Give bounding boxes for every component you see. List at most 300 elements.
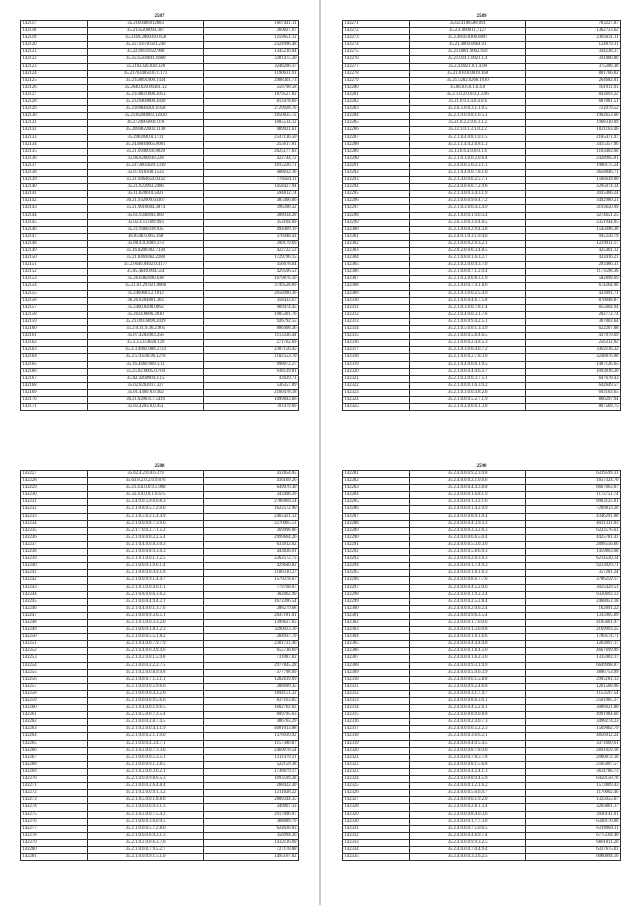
- coordinate-cell: 35.2.4.0.0.0.8.1.5.6.8: [409, 761, 526, 768]
- coordinate-cell: 35.2.1.0.8.0.5.7.2.0.6: [87, 506, 204, 513]
- row-id-cell: 142300: [343, 226, 410, 233]
- table-row: [343, 396, 621, 403]
- sheet-title: 2587: [154, 14, 165, 19]
- table-row: [21, 662, 299, 669]
- table-row: [343, 690, 621, 697]
- value-cell: 1694151.22: [204, 690, 299, 697]
- coordinate-cell: 35.21.4.6.0.0.9.5.908: [87, 485, 204, 492]
- coordinate-cell: 35.2.4.0.0.0.8.4.0.3.6: [409, 811, 526, 818]
- coordinate-cell: 35.2.1.0.0.0.4.4.6.3.7: [409, 368, 526, 375]
- value-cell: 813478.69: [204, 99, 299, 106]
- value-cell: 2169993.25: [526, 627, 621, 634]
- value-cell: 3193650.99: [526, 205, 621, 212]
- coordinate-cell: 36.21.932009.03367: [87, 198, 204, 205]
- row-id-cell: 142284: [343, 492, 410, 499]
- coordinate-cell: 35.08.4.0.2009.373: [87, 240, 204, 247]
- coordinate-cell: 35.2.1.0.2.0.0.9.1.3.2: [87, 790, 204, 797]
- coordinate-cell: 35.2.1.0.4.0.0.3.9.4.6: [87, 648, 204, 655]
- table-row: [21, 70, 299, 77]
- row-id-cell: 142289: [343, 527, 410, 534]
- value-cell: 429640.82: [204, 563, 299, 570]
- coordinate-cell: 35.2.1.0.4.0.0.7.9.7.9: [87, 641, 204, 648]
- coordinate-cell: 35.21.8469462.2280: [87, 255, 204, 262]
- coordinate-cell: 35.2.1.0.0.0.5.2.7.1.9: [409, 396, 526, 403]
- row-id-cell: 142329: [343, 811, 410, 818]
- row-id-cell: 142151: [21, 262, 88, 269]
- value-cell: 727170.88: [204, 846, 299, 853]
- row-id-cell: 142295: [343, 191, 410, 198]
- table-row: [21, 698, 299, 705]
- coordinate-table: [342, 470, 621, 861]
- value-cell: 3290023.10: [204, 627, 299, 634]
- value-cell: 843693.22: [526, 91, 621, 98]
- coordinate-cell: 35.2.1.0.2.0.0.1.5.9.8: [87, 655, 204, 662]
- table-row: [21, 563, 299, 570]
- value-cell: 633912.02: [204, 541, 299, 548]
- coordinate-cell: 35.2.4.0.0.6.0.7.2.9.8: [409, 184, 526, 191]
- row-id-cell: 142255: [21, 669, 88, 676]
- coordinate-cell: 35.26.6402690.638: [87, 276, 204, 283]
- table-row: [343, 846, 621, 853]
- table-row: [21, 818, 299, 825]
- coordinate-cell: 35.2.4.0.0.0.6.1.9.2.0: [409, 797, 526, 804]
- coordinate-cell: 35.2.4.0.0.5.0.2.3.1.1: [409, 162, 526, 169]
- row-id-cell: 142273: [343, 35, 410, 42]
- table-row: [343, 683, 621, 690]
- value-cell: 2999604.26: [204, 534, 299, 541]
- value-cell: 8963125.01: [526, 499, 621, 506]
- coordinate-cell: 35.2.4.0.0.0.4.3.9.3.3: [409, 520, 526, 527]
- table-row: [21, 396, 299, 403]
- coordinate-cell: 35.2.4.0.0.0.1.0.1.6.6: [409, 634, 526, 641]
- table-row: [21, 740, 299, 747]
- value-cell: 433091.71: [526, 290, 621, 297]
- table-row: [21, 248, 299, 255]
- row-id-cell: 142280: [343, 84, 410, 91]
- table-row: [21, 605, 299, 612]
- table-row: [343, 389, 621, 396]
- row-id-cell: 142318: [343, 354, 410, 361]
- value-cell: 162891.22: [526, 605, 621, 612]
- coordinate-cell: 35.2460.8208.0892: [87, 304, 204, 311]
- row-id-cell: 142123: [21, 63, 88, 70]
- table-row: [21, 120, 299, 127]
- row-id-cell: 142302: [343, 619, 410, 626]
- row-id-cell: 142140: [21, 184, 88, 191]
- coordinate-cell: 35.2.4.0.0.0.9.2.3.9.8: [409, 471, 526, 478]
- coordinate-cell: 35.2.1.0.0.0.0.5.9.6.6: [87, 683, 204, 690]
- value-cell: 1186310.27: [204, 570, 299, 577]
- value-cell: 2729928.76: [204, 106, 299, 113]
- value-cell: 3415357.96: [526, 141, 621, 148]
- coordinate-cell: 35.2.4.0.0.0.5.3.0.3.0: [409, 541, 526, 548]
- coordinate-cell: 35.2372605020.1339: [87, 162, 204, 169]
- row-id-cell: 142119: [21, 35, 88, 42]
- row-id-cell: 142286: [343, 127, 410, 134]
- value-cell: 1607441.11: [204, 21, 299, 28]
- value-cell: 3658846.71: [526, 169, 621, 176]
- value-cell: 522159.38: [204, 761, 299, 768]
- row-id-cell: 142136: [21, 155, 88, 162]
- row-id-cell: 142238: [21, 549, 88, 556]
- coordinate-cell: 35.62.4180508.091: [409, 21, 526, 28]
- value-cell: 358433.67: [204, 297, 299, 304]
- value-cell: 443836.91: [204, 549, 299, 556]
- value-cell: 382062.90: [204, 591, 299, 598]
- row-id-cell: 142126: [21, 84, 88, 91]
- row-id-cell: 142141: [21, 191, 88, 198]
- row-id-cell: 142325: [343, 783, 410, 790]
- table-row: [343, 297, 621, 304]
- coordinate-cell: 35.2.4.0.0.0.4.5.2.6.1: [409, 705, 526, 712]
- row-id-cell: 142296: [343, 198, 410, 205]
- value-cell: 1566639.00: [526, 177, 621, 184]
- row-id-cell: 142253: [21, 655, 88, 662]
- row-id-cell: 142167: [21, 375, 88, 382]
- table-row: [343, 676, 621, 683]
- row-id-cell: 142323: [343, 768, 410, 775]
- table-row: [21, 84, 299, 91]
- row-id-cell: 142120: [21, 42, 88, 49]
- coordinate-cell: 36.26.8204801.303: [87, 297, 204, 304]
- value-cell: 2351944.95: [526, 219, 621, 226]
- table-row: [343, 839, 621, 846]
- coordinate-cell: 35.2.3.4902.008.2723: [87, 347, 204, 354]
- table-row: [343, 563, 621, 570]
- row-id-cell: 142161: [21, 333, 88, 340]
- row-id-cell: 142330: [343, 818, 410, 825]
- row-id-cell: 142146: [21, 226, 88, 233]
- coordinate-cell: 35.2.4.0.0.0.1.6.8.1.9: [409, 492, 526, 499]
- coordinate-cell: 35.2.4.0.0.0.7.5.0.6.5: [409, 825, 526, 832]
- value-cell: 855004.94: [526, 304, 621, 311]
- table-row: [21, 326, 299, 333]
- value-cell: 288279.68: [204, 605, 299, 612]
- coordinate-cell: 35.2.4.0.0.0.1.8.1.0.3: [409, 570, 526, 577]
- value-cell: 376948.41: [204, 233, 299, 240]
- row-id-cell: 142243: [21, 584, 88, 591]
- value-cell: 3749528.09: [204, 283, 299, 290]
- table-row: [343, 556, 621, 563]
- value-cell: 701479.09: [204, 404, 299, 411]
- coordinate-cell: 35.2.1.0.2.0.0.7.3.3.6: [87, 747, 204, 754]
- value-cell: 3025429.51: [526, 584, 621, 591]
- value-cell: 2468053.18: [526, 598, 621, 605]
- table-row: [343, 619, 621, 626]
- value-cell: 2469078.54: [204, 747, 299, 754]
- table-row: [343, 854, 621, 861]
- coordinate-cell: 35.2.1.0.3.0.0.4.8.2.6: [409, 389, 526, 396]
- value-cell: 489921.61: [204, 127, 299, 134]
- value-cell: 43029.71: [204, 375, 299, 382]
- row-id-cell: 142134: [21, 141, 88, 148]
- row-id-cell: 142303: [343, 627, 410, 634]
- row-id-cell: 142292: [343, 549, 410, 556]
- row-id-cell: 142285: [343, 499, 410, 506]
- row-id-cell: 142278: [343, 70, 410, 77]
- table-row: [21, 49, 299, 56]
- row-id-cell: 142118: [21, 28, 88, 35]
- coordinate-cell: 35.2.1.0.4.0.0.1.9.6.5: [87, 705, 204, 712]
- row-id-cell: 142251: [21, 641, 88, 648]
- row-id-cell: 142128: [21, 99, 88, 106]
- coordinate-cell: 35.61.9340692.069: [87, 212, 204, 219]
- table-row: [21, 361, 299, 368]
- value-cell: 8667063.07: [526, 485, 621, 492]
- value-cell: 1458427.94: [204, 184, 299, 191]
- table-row: [21, 42, 299, 49]
- table-row: [21, 311, 299, 318]
- table-row: [343, 790, 621, 797]
- table-row: [21, 276, 299, 283]
- row-id-cell: 142289: [343, 148, 410, 155]
- value-cell: 1153597.54: [526, 690, 621, 697]
- table-row: [21, 198, 299, 205]
- row-id-cell: 142154: [21, 283, 88, 290]
- value-cell: 1261568.96: [526, 683, 621, 690]
- row-id-cell: 142133: [21, 134, 88, 141]
- coordinate-table: [342, 20, 621, 411]
- row-id-cell: 142169: [21, 389, 88, 396]
- value-cell: 255617.01: [204, 141, 299, 148]
- table-row: [21, 676, 299, 683]
- value-cell: 1579378.67: [204, 577, 299, 584]
- coordinate-cell: 35.2.1.4.0.0.3.4.3.1.9: [409, 191, 526, 198]
- coordinate-cell: 35.21.9460318.935: [87, 226, 204, 233]
- table-row: [21, 754, 299, 761]
- row-id-cell: 142143: [21, 205, 88, 212]
- table-row: [21, 506, 299, 513]
- sheet-title: 2590: [476, 464, 487, 469]
- row-id-cell: 142162: [21, 340, 88, 347]
- coordinate-cell: 35.22.1.0.1.3.1.0.2.2: [409, 127, 526, 134]
- row-id-cell: 142274: [21, 804, 88, 811]
- table-row: [21, 776, 299, 783]
- coordinate-cell: 35.2.4.0.0.0.5.8.6.9.3: [409, 549, 526, 556]
- row-id-cell: 142294: [343, 184, 410, 191]
- coordinate-cell: 35.2.4.0.0.0.6.1.5.8.8: [409, 676, 526, 683]
- row-id-cell: 142267: [21, 754, 88, 761]
- row-id-cell: 142121: [21, 49, 88, 56]
- table-row: [21, 290, 299, 297]
- coordinate-cell: 35.2.1.0.0.0.5.8.4.6.5: [409, 333, 526, 340]
- table-row: [21, 297, 299, 304]
- row-id-cell: 142245: [21, 598, 88, 605]
- value-cell: 375306.38: [526, 63, 621, 70]
- row-id-cell: 142333: [343, 839, 410, 846]
- table-row: [21, 705, 299, 712]
- table-row: [343, 77, 621, 84]
- table-row: [343, 347, 621, 354]
- value-cell: 1050835.72: [204, 113, 299, 120]
- value-cell: 2977845.28: [204, 662, 299, 669]
- table-row: [343, 304, 621, 311]
- value-cell: 284937.79: [204, 634, 299, 641]
- row-id-cell: 142301: [343, 612, 410, 619]
- row-id-cell: 142312: [343, 690, 410, 697]
- table-row: [343, 570, 621, 577]
- coordinate-cell: 35.2.1.0.6.0.0.4.3.2.6: [87, 690, 204, 697]
- value-cell: 433416.21: [526, 255, 621, 262]
- table-row: [343, 191, 621, 198]
- value-cell: 422744.72: [204, 155, 299, 162]
- coordinate-cell: 35.2.1.0.0.0.2.6.4.8.4: [87, 783, 204, 790]
- table-row: [21, 240, 299, 247]
- value-cell: 3935466.24: [526, 191, 621, 198]
- coordinate-cell: 35.2135200093.367: [87, 28, 204, 35]
- table-row: [21, 404, 299, 411]
- coordinate-cell: 36.0540.6.065.168: [87, 233, 204, 240]
- sheet-block-2588: [20, 464, 299, 861]
- table-row: [343, 506, 621, 513]
- table-row: [21, 478, 299, 485]
- sheet-title: 2588: [154, 464, 165, 469]
- table-row: [343, 584, 621, 591]
- value-cell: 288099.35: [204, 683, 299, 690]
- coordinate-cell: 35.2.4.0.0.0.1.4.2.9.9: [409, 506, 526, 513]
- value-cell: 2889344.35: [204, 797, 299, 804]
- coordinate-cell: 35.2.1.0.3.0.0.2.0.6.4: [409, 155, 526, 162]
- coordinate-cell: 35.2.4.0.0.0.3.2.6.2.5: [409, 854, 526, 861]
- table-row: [343, 248, 621, 255]
- row-id-cell: 142242: [21, 577, 88, 584]
- value-cell: 343498.29: [204, 492, 299, 499]
- table-row: [21, 492, 299, 499]
- value-cell: 801766.02: [526, 70, 621, 77]
- value-cell: 2658490.26: [204, 290, 299, 297]
- coordinate-cell: 35.2.4.0.0.0.8.7.8.9.0: [409, 747, 526, 754]
- row-id-cell: 142263: [21, 726, 88, 733]
- table-row: [21, 747, 299, 754]
- row-id-cell: 142316: [343, 340, 410, 347]
- row-id-cell: 142236: [21, 534, 88, 541]
- value-cell: 349007.33: [204, 804, 299, 811]
- value-cell: 866297.94: [526, 396, 621, 403]
- coordinate-cell: 35.2.1.0.0.0.7.1.2.9.4: [409, 269, 526, 276]
- value-cell: 2262572.73: [204, 556, 299, 563]
- row-id-cell: 142158: [21, 311, 88, 318]
- row-id-cell: 142305: [343, 641, 410, 648]
- value-cell: 945250.79: [526, 233, 621, 240]
- table-row: [343, 832, 621, 839]
- table-row: [21, 21, 299, 28]
- row-id-cell: 142311: [343, 683, 410, 690]
- coordinate-cell: 35.2.1.0.2.0.0.8.3.1.9: [409, 276, 526, 283]
- value-cell: 271762.69: [204, 340, 299, 347]
- value-cell: 368689.79: [204, 818, 299, 825]
- row-id-cell: 142247: [21, 612, 88, 619]
- row-id-cell: 142321: [343, 754, 410, 761]
- value-cell: 3302116.32: [526, 347, 621, 354]
- row-id-cell: 142270: [21, 776, 88, 783]
- table-row: [21, 368, 299, 375]
- coordinate-cell: 35.2.1.0.0.0.2.4.8.5.3: [409, 340, 526, 347]
- value-cell: 3492980.21: [526, 198, 621, 205]
- row-id-cell: 142159: [21, 318, 88, 325]
- row-id-cell: 142132: [21, 127, 88, 134]
- value-cell: 1966175.24: [526, 162, 621, 169]
- row-id-cell: 142304: [343, 255, 410, 262]
- coordinate-cell: 35.2.1.0.3.0.0.4.6.1.1: [87, 584, 204, 591]
- coordinate-cell: 35.2158091900.1434: [87, 77, 204, 84]
- coordinate-cell: 35.2.1.0.0.0.7.1.3.1.1: [87, 676, 204, 683]
- coordinate-cell: 35.2.1.0.0.0.7.4.1.8.6: [409, 283, 526, 290]
- table-row: [21, 768, 299, 775]
- table-row: [343, 28, 621, 35]
- row-id-cell: 142138: [21, 169, 88, 176]
- value-cell: 870048.87: [526, 297, 621, 304]
- value-cell: 1182553.70: [204, 354, 299, 361]
- table-row: [21, 839, 299, 846]
- table-row: [21, 191, 299, 198]
- row-id-cell: 142280: [21, 846, 88, 853]
- value-cell: 624636.83: [204, 825, 299, 832]
- table-row: [343, 134, 621, 141]
- table-row: [343, 471, 621, 478]
- value-cell: 386765.29: [204, 719, 299, 726]
- coordinate-cell: 35.2.4.0.0.0.9.3.1.9.9: [409, 662, 526, 669]
- value-cell: 1335903.17: [526, 655, 621, 662]
- value-cell: 422722.53: [204, 248, 299, 255]
- row-id-cell: 142163: [21, 347, 88, 354]
- coordinate-cell: 35.2.4.9.0.5.9.6.0.8.3: [87, 499, 204, 506]
- value-cell: 1985301.76: [204, 311, 299, 318]
- coordinate-cell: 35.21.822903.2486: [87, 184, 204, 191]
- table-row: [21, 485, 299, 492]
- value-cell: 3886753.99: [526, 669, 621, 676]
- sheet-block-2589: [342, 14, 621, 411]
- coordinate-cell: 35.2.1.0.0.0.1.9.6.1.4: [87, 563, 204, 570]
- value-cell: 2898556.66: [526, 541, 621, 548]
- value-cell: 1682702.02: [204, 705, 299, 712]
- row-id-cell: 142276: [21, 818, 88, 825]
- row-id-cell: 142299: [343, 219, 410, 226]
- table-row: [343, 106, 621, 113]
- coordinate-cell: 35.2.1.7.0.0.2.7.1.5.2: [87, 527, 204, 534]
- table-row: [343, 719, 621, 726]
- table-row: [21, 598, 299, 605]
- value-cell: 2995181.13: [526, 676, 621, 683]
- row-id-cell: 142166: [21, 368, 88, 375]
- coordinate-cell: 35.2.4.0.0.0.3.6.6.2.1: [409, 733, 526, 740]
- row-id-cell: 142165: [21, 361, 88, 368]
- coordinate-cell: 35.2.4.0.1.0.3.1.9.4.6: [409, 233, 526, 240]
- coordinate-cell: 35.2.1.4.0.0.6.2.5.7.1: [409, 177, 526, 184]
- row-id-cell: 142124: [21, 70, 88, 77]
- coordinate-cell: 35.2.1.0.0.0.1.6.3.9.2: [409, 382, 526, 389]
- value-cell: 2185471.97: [526, 134, 621, 141]
- value-cell: 1259651.12: [204, 35, 299, 42]
- coordinate-cell: 35.2.1.0.2.0.0.4.1.1.9: [87, 726, 204, 733]
- row-id-cell: 142288: [343, 141, 410, 148]
- table-row: [21, 99, 299, 106]
- table-row: [21, 797, 299, 804]
- table-row: [21, 177, 299, 184]
- coordinate-cell: 35.01.4460.0.0.362: [87, 389, 204, 396]
- sheet-title: 2589: [476, 14, 487, 19]
- table-row: [343, 485, 621, 492]
- coordinate-cell: 35.2.6.5.0.0.3.9.4.8.5: [409, 219, 526, 226]
- coordinate-cell: 35.2.1.0.0.0.5.5.1.8.2: [87, 634, 204, 641]
- coordinate-cell: 35.2.1.0.0.0.9.0.4.7.2: [409, 198, 526, 205]
- coordinate-cell: 35.2129469000.2020: [87, 99, 204, 106]
- row-id-cell: 142230: [21, 492, 88, 499]
- table-row: [21, 570, 299, 577]
- row-id-cell: 142117: [21, 21, 88, 28]
- value-cell: 1170002.46: [526, 790, 621, 797]
- coordinate-cell: 35.2102320.038.128: [87, 63, 204, 70]
- row-id-cell: 142264: [21, 733, 88, 740]
